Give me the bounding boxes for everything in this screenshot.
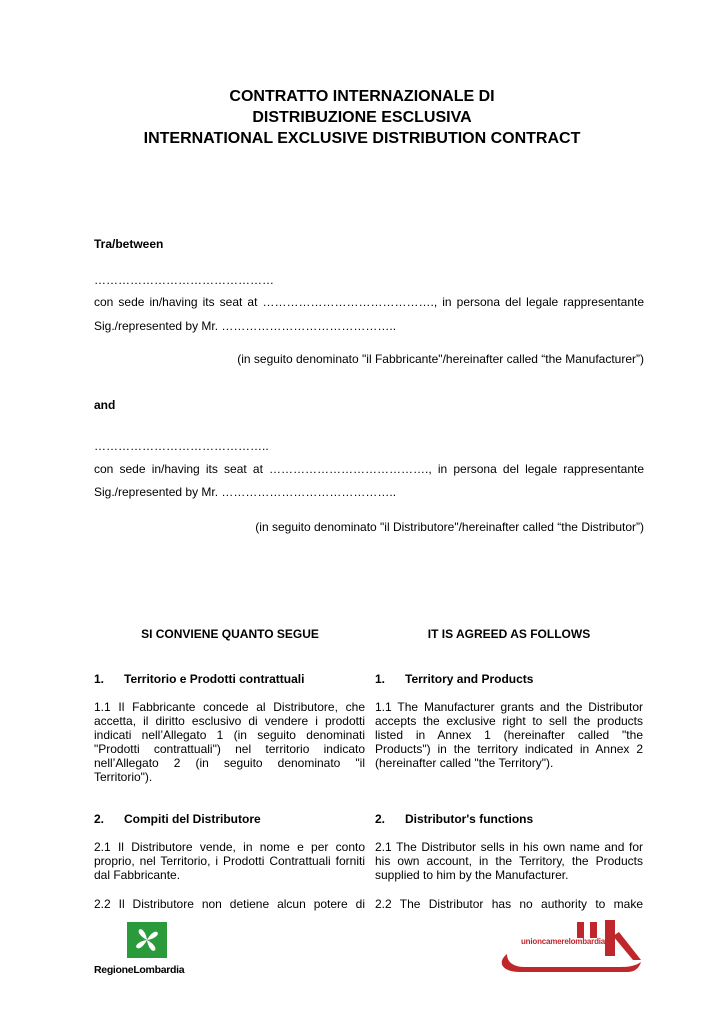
- unioncamere-emblem-icon: [497, 918, 647, 980]
- clause-2-1-it: 2.1 Il Distributore vende, in nome e per conto proprio, nel Territorio, i Prodotti Contrattuali forniti dal Fabbricante.: [94, 840, 365, 882]
- party2-name-placeholder: ……………………………………..: [94, 439, 269, 453]
- party2-rep-line: Sig./represented by Mr. ……………………………………..: [94, 485, 397, 499]
- party2-seat-line: con sede in/having its seat at …………………………………., in persona del legale rappresentante: [94, 462, 644, 476]
- between-label: Tra/between: [94, 237, 164, 251]
- english-column-heading: IT IS AGREED AS FOLLOWS: [427, 627, 591, 641]
- section-number: 2.: [94, 812, 105, 826]
- clause-1-1-en: 1.1 The Manufacturer grants and the Distributor accepts the exclusive right to sell the products listed in Annex 1 (hereinafter called "the Products") in the territory indicated in Annex 2 (hereinafter called "the Territory").: [375, 700, 643, 770]
- section-1-heading-en: [375, 672, 533, 686]
- party2-hereinafter: (in seguito denominato "il Distributore"/hereinafter called “the Distributor”): [255, 520, 644, 534]
- section-title: Territorio e Prodotti contrattuali: [124, 672, 305, 686]
- section-1-heading-it: [94, 672, 304, 686]
- unioncamere-logo-text: unioncamerelombardia: [521, 937, 606, 946]
- section-2-heading-it: [94, 812, 261, 826]
- and-label: and: [94, 398, 116, 412]
- clause-2-2-en: 2.2 The Distributor has no authority to make: [375, 897, 643, 911]
- title-line-3: INTERNATIONAL EXCLUSIVE DISTRIBUTION CONTRACT: [143, 130, 581, 147]
- regione-lombardia-logo: [94, 922, 204, 982]
- regione-lombardia-emblem-icon: [127, 922, 167, 958]
- section-number: 1.: [94, 672, 105, 686]
- party1-hereinafter: (in seguito denominato "il Fabbricante"/hereinafter called “the Manufacturer”): [237, 352, 644, 366]
- clause-2-1-en: 2.1 The Distributor sells in his own name and for his own account, in the Territory, the Products supplied to him by the Manufacturer.: [375, 840, 643, 882]
- title-line-1: CONTRATTO INTERNAZIONALE DI: [229, 88, 495, 105]
- section-2-heading-en: [375, 812, 533, 826]
- party1-rep-line: Sig./represented by Mr. ……………………………………..: [94, 319, 397, 333]
- title-line-2: DISTRIBUZIONE ESCLUSIVA: [252, 109, 472, 126]
- section-title: Distributor's functions: [405, 812, 534, 826]
- clause-1-1-it: 1.1 Il Fabbricante concede al Distributore, che accetta, il diritto esclusivo di vendere i prodotti indicati nell’Allegato 1 (in seguito denominati "Prodotti contrattuali") nel territorio indicato nell’Allegato 2 (in seguito denominato "il Territorio").: [94, 700, 365, 784]
- party1-seat-line: con sede in/having its seat at ……………………………………., in persona del legale rappresentante: [94, 295, 644, 309]
- section-number: 1.: [375, 672, 386, 686]
- italian-column-heading: SI CONVIENE QUANTO SEGUE: [141, 627, 319, 641]
- unioncamere-lombardia-logo: [497, 918, 647, 980]
- party1-name-placeholder: ………………………………………: [94, 273, 274, 287]
- clause-2-2-it: 2.2 Il Distributore non detiene alcun potere di: [94, 897, 365, 911]
- section-number: 2.: [375, 812, 386, 826]
- section-title: Territory and Products: [405, 672, 534, 686]
- regione-lombardia-logo-text: RegioneLombardia: [94, 964, 185, 976]
- section-title: Compiti del Distributore: [124, 812, 261, 826]
